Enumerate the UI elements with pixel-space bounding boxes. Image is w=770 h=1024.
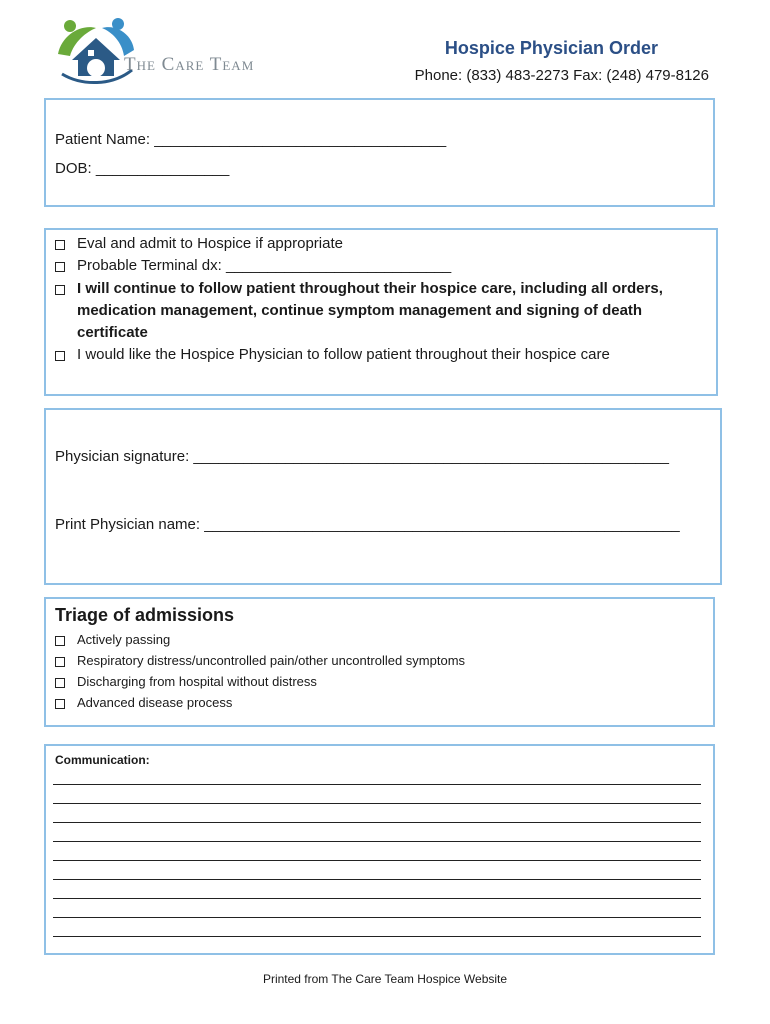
triage-item-4: Advanced disease process	[77, 695, 233, 710]
communication-line[interactable]	[53, 841, 701, 842]
logo-text: The Care Team	[124, 54, 255, 75]
communication-line[interactable]	[53, 784, 701, 785]
dob-field[interactable]: DOB: ________________	[55, 160, 230, 177]
order-checkbox-3[interactable]	[55, 285, 65, 295]
order-checkbox-2[interactable]	[55, 262, 65, 272]
footer-text: Printed from The Care Team Hospice Website	[262, 972, 508, 986]
logo	[52, 14, 292, 86]
order-checkbox-4[interactable]	[55, 351, 65, 361]
triage-title: Triage of admissions	[55, 605, 235, 625]
page-title: Hospice Physician Order	[444, 38, 658, 58]
communication-line[interactable]	[53, 898, 701, 899]
triage-checkbox-1[interactable]	[55, 636, 65, 646]
triage-item-2: Respiratory distress/uncontrolled pain/other uncontrolled symptoms	[77, 653, 466, 668]
communication-line[interactable]	[53, 860, 701, 861]
communication-label: Communication:	[55, 753, 150, 767]
order-item-2: Probable Terminal dx: ___________________________	[77, 257, 452, 274]
order-item-4: I would like the Hospice Physician to follow patient throughout their hospice care	[77, 346, 610, 363]
order-item-3-line-3: certificate	[77, 324, 148, 341]
order-checkbox-1[interactable]	[55, 240, 65, 250]
physician-signature-field[interactable]: Physician signature: _________________________________________________________	[55, 448, 669, 465]
signature-section	[44, 408, 722, 585]
communication-section	[44, 744, 715, 955]
communication-line[interactable]	[53, 822, 701, 823]
communication-line[interactable]	[53, 803, 701, 804]
communication-line[interactable]	[53, 879, 701, 880]
order-item-3: I will continue to follow patient throughout their hospice care, including all orders,	[77, 280, 663, 297]
patient-section	[44, 98, 715, 207]
communication-line[interactable]	[53, 936, 701, 937]
order-item-1: Eval and admit to Hospice if appropriate	[77, 235, 343, 252]
print-physician-name-field[interactable]: Print Physician name: _________________________________________________________	[55, 516, 680, 533]
triage-item-1: Actively passing	[77, 632, 171, 647]
triage-checkbox-2[interactable]	[55, 657, 65, 667]
triage-item-3: Discharging from hospital without distress	[77, 674, 317, 689]
patient-name-field[interactable]: Patient Name: ___________________________________	[55, 131, 447, 148]
communication-line[interactable]	[53, 917, 701, 918]
contact-info: Phone: (833) 483-2273 Fax: (248) 479-8126	[414, 67, 709, 84]
triage-checkbox-3[interactable]	[55, 678, 65, 688]
order-item-3-line-2: medication management, continue symptom management and signing of death	[77, 302, 643, 319]
triage-checkbox-4[interactable]	[55, 699, 65, 709]
